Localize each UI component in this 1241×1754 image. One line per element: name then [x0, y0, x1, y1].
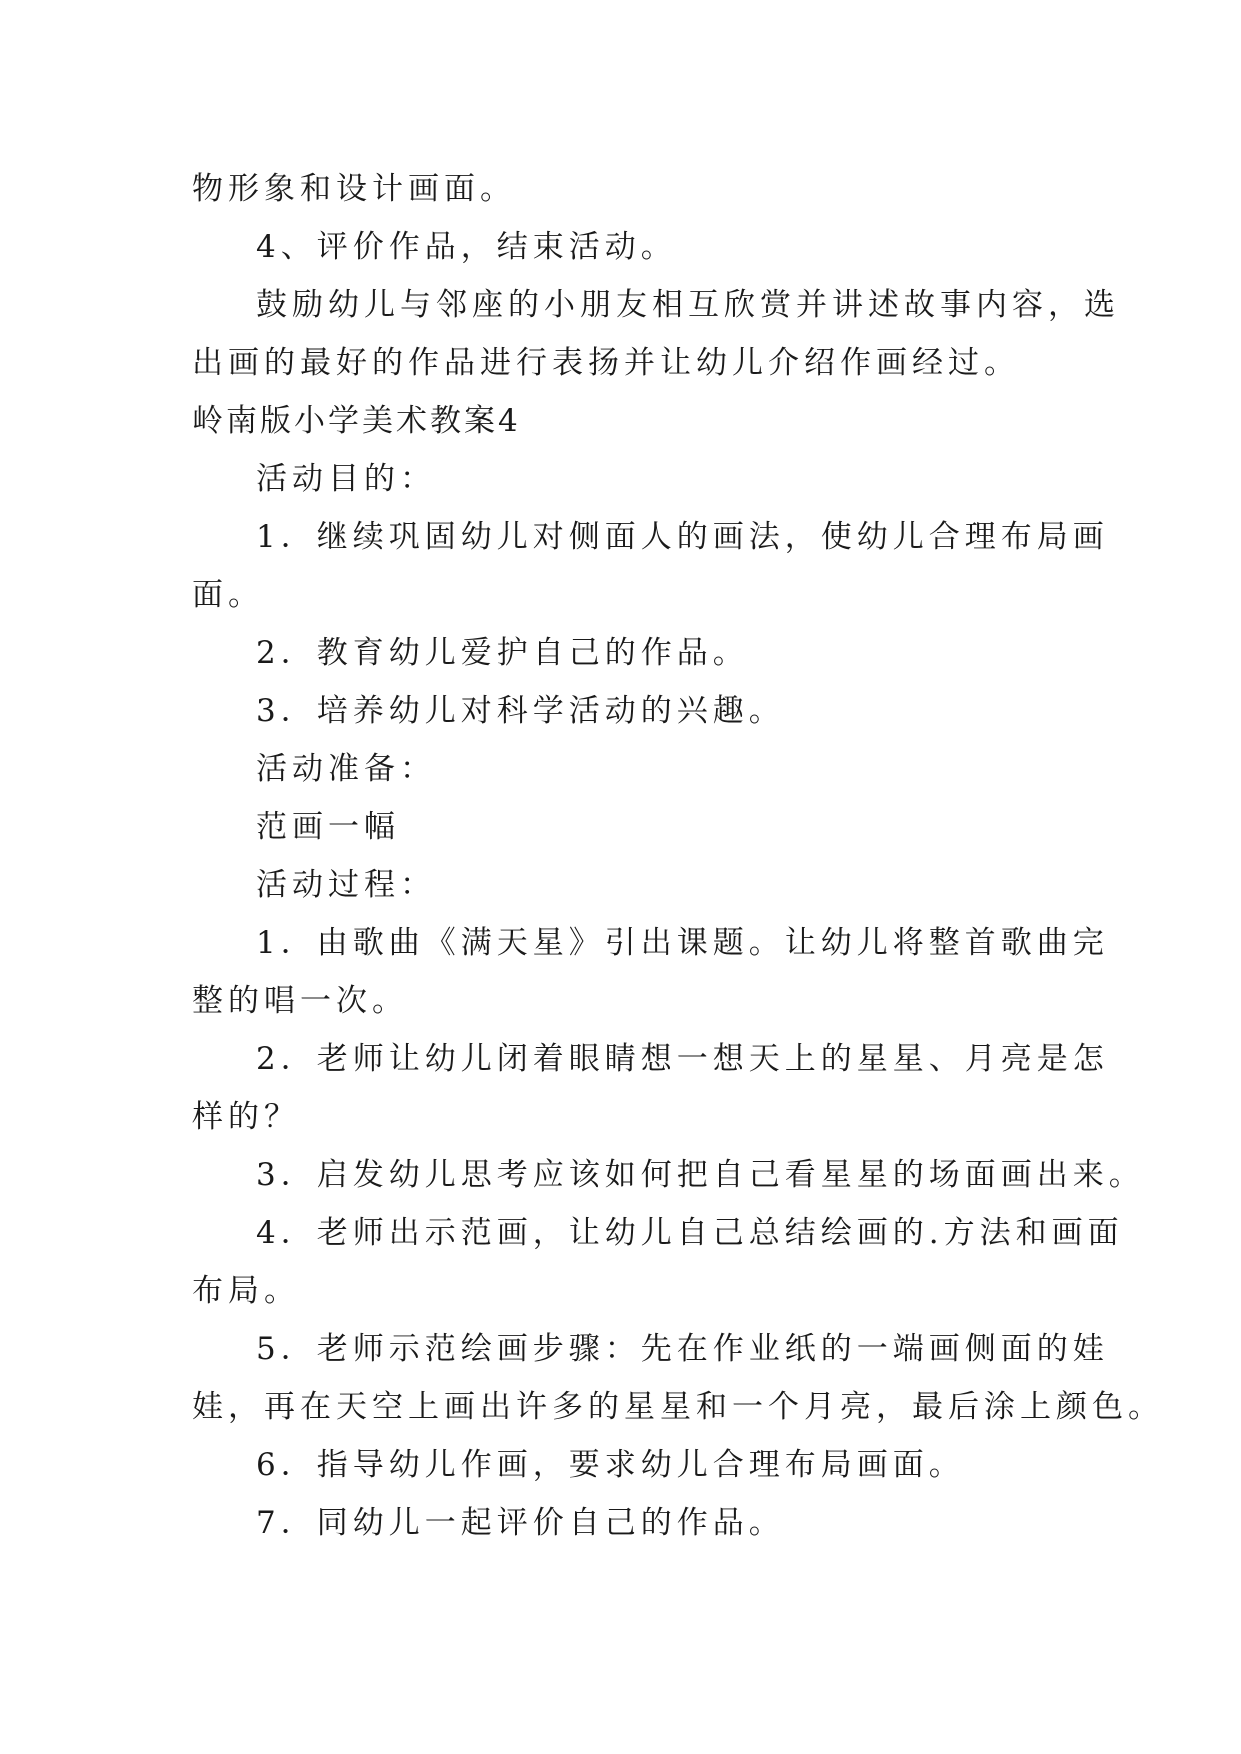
paragraph-line: 物形象和设计画面。	[192, 171, 516, 207]
section-heading: 岭南版小学美术教案4	[192, 403, 521, 439]
paragraph-line: 7．同幼儿一起评价自己的作品。	[256, 1505, 785, 1541]
paragraph-line: 2．老师让幼儿闭着眼睛想一想天上的星星、月亮是怎	[256, 1041, 1109, 1077]
paragraph-line: 3．启发幼儿思考应该如何把自己看星星的场面画出来。	[256, 1157, 1145, 1193]
paragraph-line: 活动目的：	[256, 461, 436, 497]
paragraph-line: 范画一幅	[256, 809, 400, 845]
paragraph-line: 布局。	[192, 1273, 300, 1309]
paragraph-line: 活动准备：	[256, 751, 436, 787]
paragraph-line: 6．指导幼儿作画，要求幼儿合理布局画面。	[256, 1447, 965, 1483]
paragraph-line: 娃，再在天空上画出许多的星星和一个月亮，最后涂上颜色。	[192, 1389, 1164, 1425]
paragraph-line: 1．由歌曲《满天星》引出课题。让幼儿将整首歌曲完	[256, 925, 1109, 961]
paragraph-line: 面。	[192, 577, 264, 613]
document-body	[192, 160, 1164, 1552]
paragraph-line: 4、评价作品，结束活动。	[256, 229, 677, 265]
paragraph-line: 活动过程：	[256, 867, 436, 903]
paragraph-line: 样的？	[192, 1099, 300, 1135]
paragraph-line: 整的唱一次。	[192, 983, 408, 1019]
paragraph-line: 4．老师出示范画，让幼儿自己总结绘画的.方法和画面	[256, 1215, 1124, 1251]
paragraph-line: 鼓励幼儿与邻座的小朋友相互欣赏并讲述故事内容，选	[256, 287, 1120, 323]
paragraph-line: 2．教育幼儿爱护自己的作品。	[256, 635, 749, 671]
paragraph-line: 出画的最好的作品进行表扬并让幼儿介绍作画经过。	[192, 345, 1020, 381]
paragraph-line: 5．老师示范绘画步骤：先在作业纸的一端画侧面的娃	[256, 1331, 1109, 1367]
paragraph-line: 1．继续巩固幼儿对侧面人的画法，使幼儿合理布局画	[256, 519, 1109, 555]
paragraph-line: 3．培养幼儿对科学活动的兴趣。	[256, 693, 785, 729]
